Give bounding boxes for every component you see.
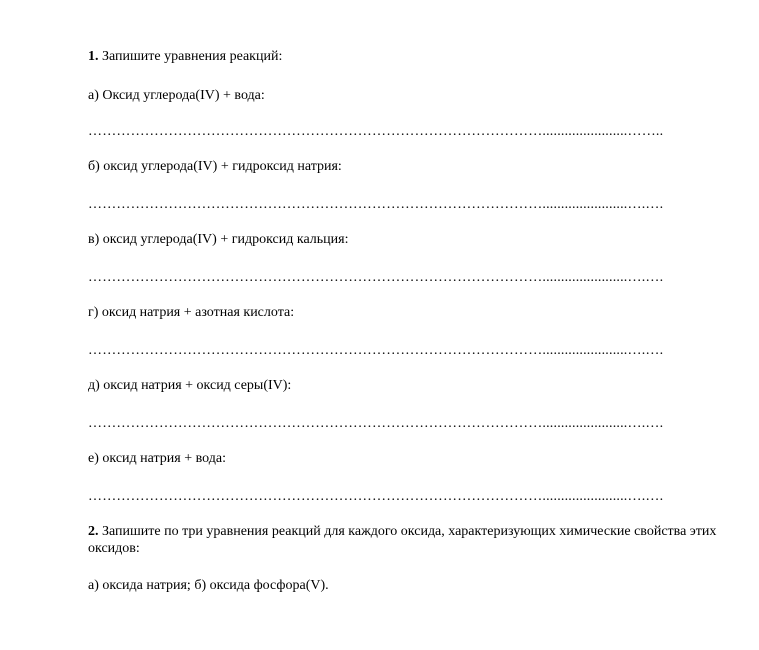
task-2-title: Запишите по три уравнения реакций для каждого оксида, характеризующих химические свойства этих оксидов: [88, 524, 717, 556]
task-1-number: 1. [88, 49, 99, 64]
task-2-number: 2. [88, 524, 99, 539]
task-2-items: а) оксида натрия; б) оксида фосфора(V). [88, 578, 329, 593]
task-1-item-d-label: г) оксид натрия + азотная кислота: [88, 305, 295, 320]
task-1-item-e-label: д) оксид натрия + оксид серы(IV): [88, 378, 292, 393]
task-1-item-c-label: в) оксид углерода(IV) + гидроксид кальция: [88, 232, 349, 247]
task-2-heading [88, 523, 728, 557]
task-1-item-d-answer-line: …………………………………………………………………………………….......................….…. [88, 343, 664, 358]
task-1-item-a-answer-line: …………………………………………………………………………………….......................…….. [88, 124, 664, 139]
task-1-item-f-label: е) оксид натрия + вода: [88, 451, 226, 466]
task-1-item-e-answer-line: …………………………………………………………………………………….......................….…. [88, 416, 664, 431]
task-1-title: Запишите уравнения реакций: [102, 49, 283, 64]
task-1-item-b-label: б) оксид углерода(IV) + гидроксид натрия: [88, 159, 342, 174]
task-1-item-f-answer-line: …………………………………………………………………………………….......................….…. [88, 489, 664, 504]
task-1-item-a-label: а) Оксид углерода(IV) + вода: [88, 88, 265, 103]
task-1-item-b-answer-line: …………………………………………………………………………………….......................….…. [88, 197, 664, 212]
task-1-item-c-answer-line: …………………………………………………………………………………….......................….…. [88, 270, 664, 285]
task-1-heading [88, 48, 282, 65]
